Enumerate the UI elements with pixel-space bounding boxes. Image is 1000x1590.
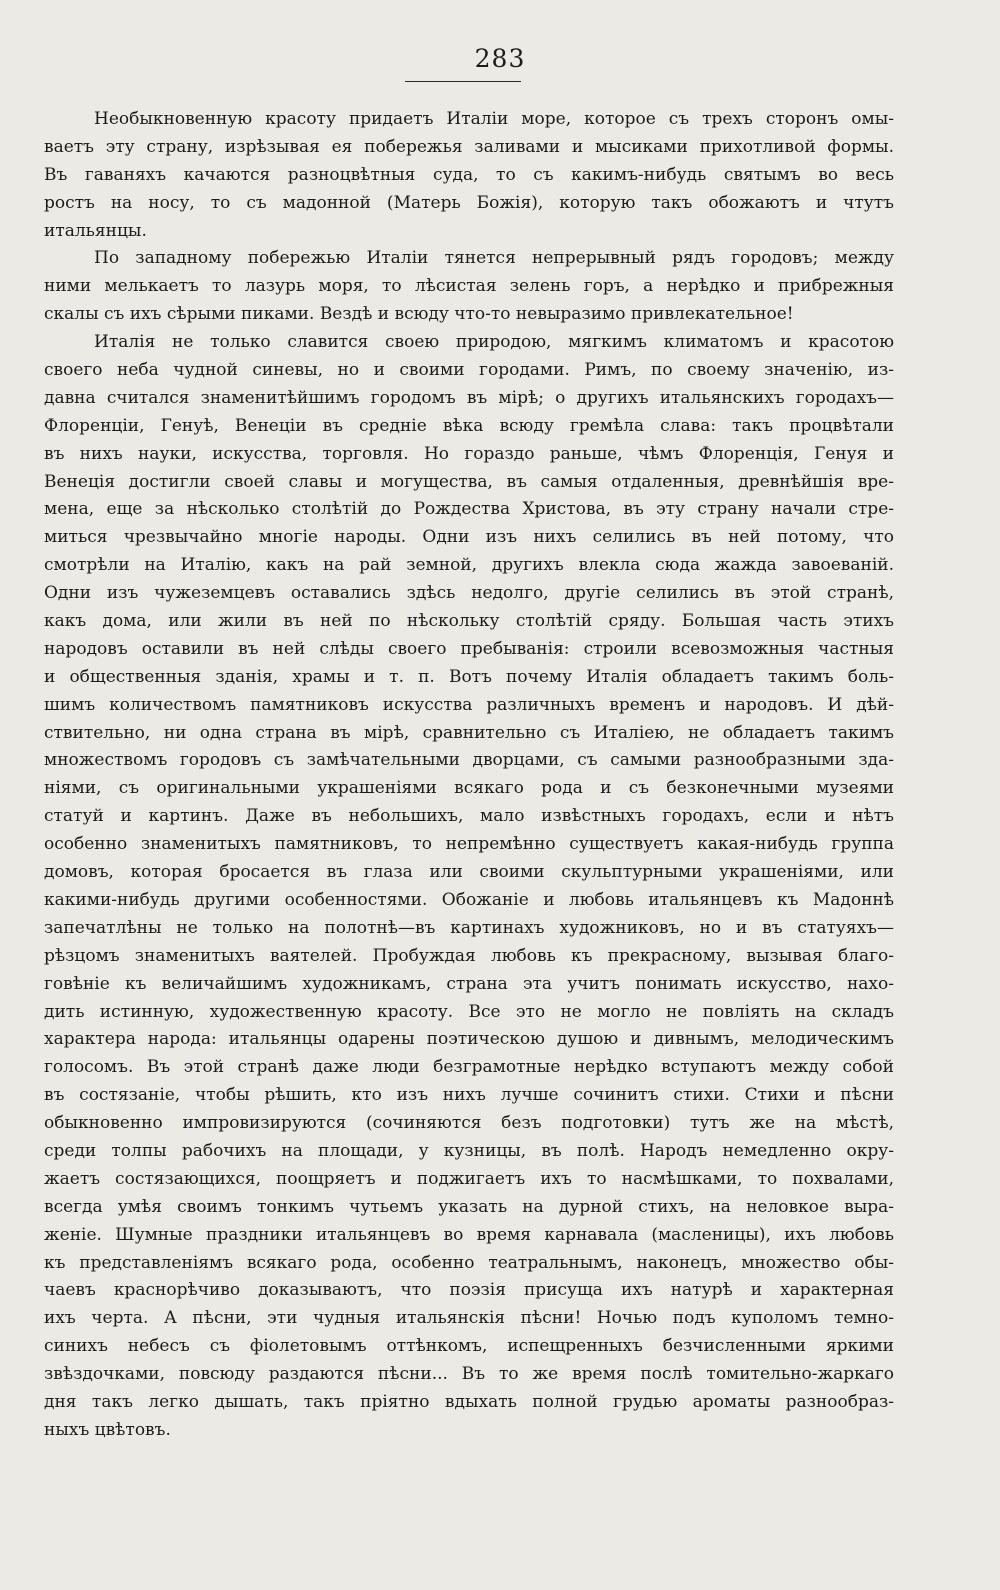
- text-line: Италія не только славится своею природою, мягкимъ климатомъ и красотою: [94, 332, 894, 353]
- page-number: 283: [474, 44, 526, 73]
- text-line: характера народа: итальянцы одарены поэтическою душою и дивнымъ, мелодическимъ: [44, 1029, 894, 1050]
- text-line: ніями, съ оригинальными украшеніями всякаго рода и съ безконечными музеями: [44, 778, 894, 799]
- text-line: миться чрезвычайно многіе народы. Одни изъ нихъ селились въ ней потому, что: [44, 527, 894, 548]
- text-line: шимъ количествомъ памятниковъ искусства различныхъ временъ и народовъ. И дѣй-: [44, 694, 894, 715]
- text-line: звѣздочками, повсюду раздаются пѣсни... Въ то же время послѣ томительно-жаркаго: [44, 1364, 894, 1385]
- text-line: Необыкновенную красоту придаетъ Италіи море, которое съ трехъ сторонъ омы-: [94, 109, 894, 129]
- text-line: какъ дома, или жили въ ней по нѣскольку столѣтій сряду. Большая часть этихъ: [44, 611, 894, 632]
- text-line: Венеція достигли своей славы и могущества, въ самыя отдаленныя, древнѣйшія вре-: [44, 471, 894, 492]
- text-line: чаевъ краснорѣчиво доказываютъ, что поэзія присуща ихъ натурѣ и характерная: [44, 1280, 894, 1301]
- text-line: голосомъ. Въ этой странѣ даже люди безграмотные нерѣдко вступаютъ между собой: [44, 1057, 894, 1078]
- text-line: рѣзцомъ знаменитыхъ ваятелей. Пробуждая любовь къ прекрасному, вызывая благо-: [44, 945, 894, 966]
- text-line: множествомъ городовъ съ замѣчательными дворцами, съ самыми разнообразными зда-: [44, 750, 894, 771]
- text-line: ростъ на носу, то съ мадонной (Матерь Божія), которую такъ обожаютъ и чтутъ: [44, 192, 894, 213]
- text-line: ваетъ эту страну, изрѣзывая ея побережья заливами и мысиками прихотливой формы.: [44, 136, 894, 157]
- text-line: Въ гаваняхъ качаются разноцвѣтныя суда, то съ какимъ-нибудь святымъ во весь: [44, 164, 894, 185]
- text-line: говѣніе къ величайшимъ художникамъ, страна эта учитъ понимать искусство, нахо-: [44, 973, 894, 994]
- text-line: ныхъ цвѣтовъ.: [44, 1419, 171, 1440]
- text-line: дня такъ легко дышать, такъ пріятно вдыхать полной грудью ароматы разнообраз-: [44, 1391, 894, 1412]
- text-line: ствительно, ни одна страна въ мірѣ, сравнительно съ Италіею, не обладаетъ такимъ: [44, 722, 894, 743]
- text-line: особенно знаменитыхъ памятниковъ, то непремѣнно существуетъ какая-нибудь группа: [44, 834, 894, 855]
- body-text: [44, 106, 894, 1445]
- header-rule: [405, 81, 521, 82]
- text-line: народовъ оставили въ ней слѣды своего пребыванія: строили всевозможныя частныя: [44, 638, 894, 659]
- text-line: женіе. Шумные праздники итальянцевъ во время карнавала (масленицы), ихъ любовь: [44, 1224, 894, 1245]
- text-line: мена, еще за нѣсколько столѣтій до Рождества Христова, въ эту страну начали стре-: [44, 499, 894, 520]
- text-line: Одни изъ чужеземцевъ оставались здѣсь недолго, другіе селились въ этой странѣ,: [44, 583, 894, 604]
- text-line: По западному побережью Италіи тянется непрерывный рядъ городовъ; между: [94, 248, 894, 269]
- text-line: ними мелькаетъ то лазурь моря, то лѣсистая зелень горъ, а нерѣдко и прибрежныя: [44, 276, 894, 297]
- text-line: въ состязаніе, чтобы рѣшить, кто изъ нихъ лучше сочинитъ стихи. Стихи и пѣсни: [44, 1085, 894, 1106]
- text-line: скалы съ ихъ сѣрыми пиками. Вездѣ и всюду что-то невыразимо привлекательное!: [44, 304, 794, 325]
- text-line: своего неба чудной синевы, но и своими городами. Римъ, по своему значенію, из-: [44, 360, 894, 381]
- text-line: среди толпы рабочихъ на площади, у кузницы, въ полѣ. Народъ немедленно окру-: [44, 1140, 894, 1161]
- text-line: жаетъ состязающихся, поощряетъ и поджигаетъ ихъ то насмѣшками, то похвалами,: [44, 1168, 894, 1189]
- text-line: статуй и картинъ. Даже въ небольшихъ, мало извѣстныхъ городахъ, если и нѣтъ: [44, 806, 894, 827]
- text-line: обыкновенно импровизируются (сочиняются безъ подготовки) тутъ же на мѣстѣ,: [44, 1113, 894, 1134]
- text-line: какими-нибудь другими особенностями. Обожаніе и любовь итальянцевъ къ Мадоннѣ: [44, 889, 894, 910]
- text-line: всегда умѣя своимъ тонкимъ чутьемъ указать на дурной стихъ, на неловкое выра-: [44, 1196, 894, 1217]
- text-line: и общественныя зданія, храмы и т. п. Вотъ почему Италія обладаетъ такимъ боль-: [44, 666, 894, 687]
- text-line: домовъ, которая бросается въ глаза или своими скульптурными украшеніями, или: [44, 862, 894, 883]
- text-line: запечатлѣны не только на полотнѣ—въ картинахъ художниковъ, но и въ статуяхъ—: [44, 917, 894, 938]
- text-line: смотрѣли на Италію, какъ на рай земной, другихъ влекла сюда жажда завоеваній.: [44, 555, 894, 576]
- text-line: въ нихъ науки, искусства, торговля. Но гораздо раньше, чѣмъ Флоренція, Генуя и: [44, 443, 894, 464]
- text-line: давна считался знаменитѣйшимъ городомъ въ мірѣ; о другихъ итальянскихъ городахъ—: [44, 387, 894, 408]
- text-line: къ представленіямъ всякаго рода, особенно театральнымъ, наконецъ, множество обы-: [44, 1252, 894, 1273]
- text-line: дить истинную, художественную красоту. Все это не могло не повліять на складъ: [44, 1001, 894, 1022]
- text-line: синихъ небесъ съ фіолетовымъ оттѣнкомъ, испещренныхъ безчисленными яркими: [44, 1336, 894, 1357]
- text-line: ихъ черта. А пѣсни, эти чудныя итальянскія пѣсни! Ночью подъ куполомъ темно-: [44, 1308, 894, 1329]
- text-line: Флоренціи, Генуѣ, Венеціи въ средніе вѣка всюду гремѣла слава: такъ процвѣтали: [44, 415, 894, 436]
- text-line: итальянцы.: [44, 220, 147, 241]
